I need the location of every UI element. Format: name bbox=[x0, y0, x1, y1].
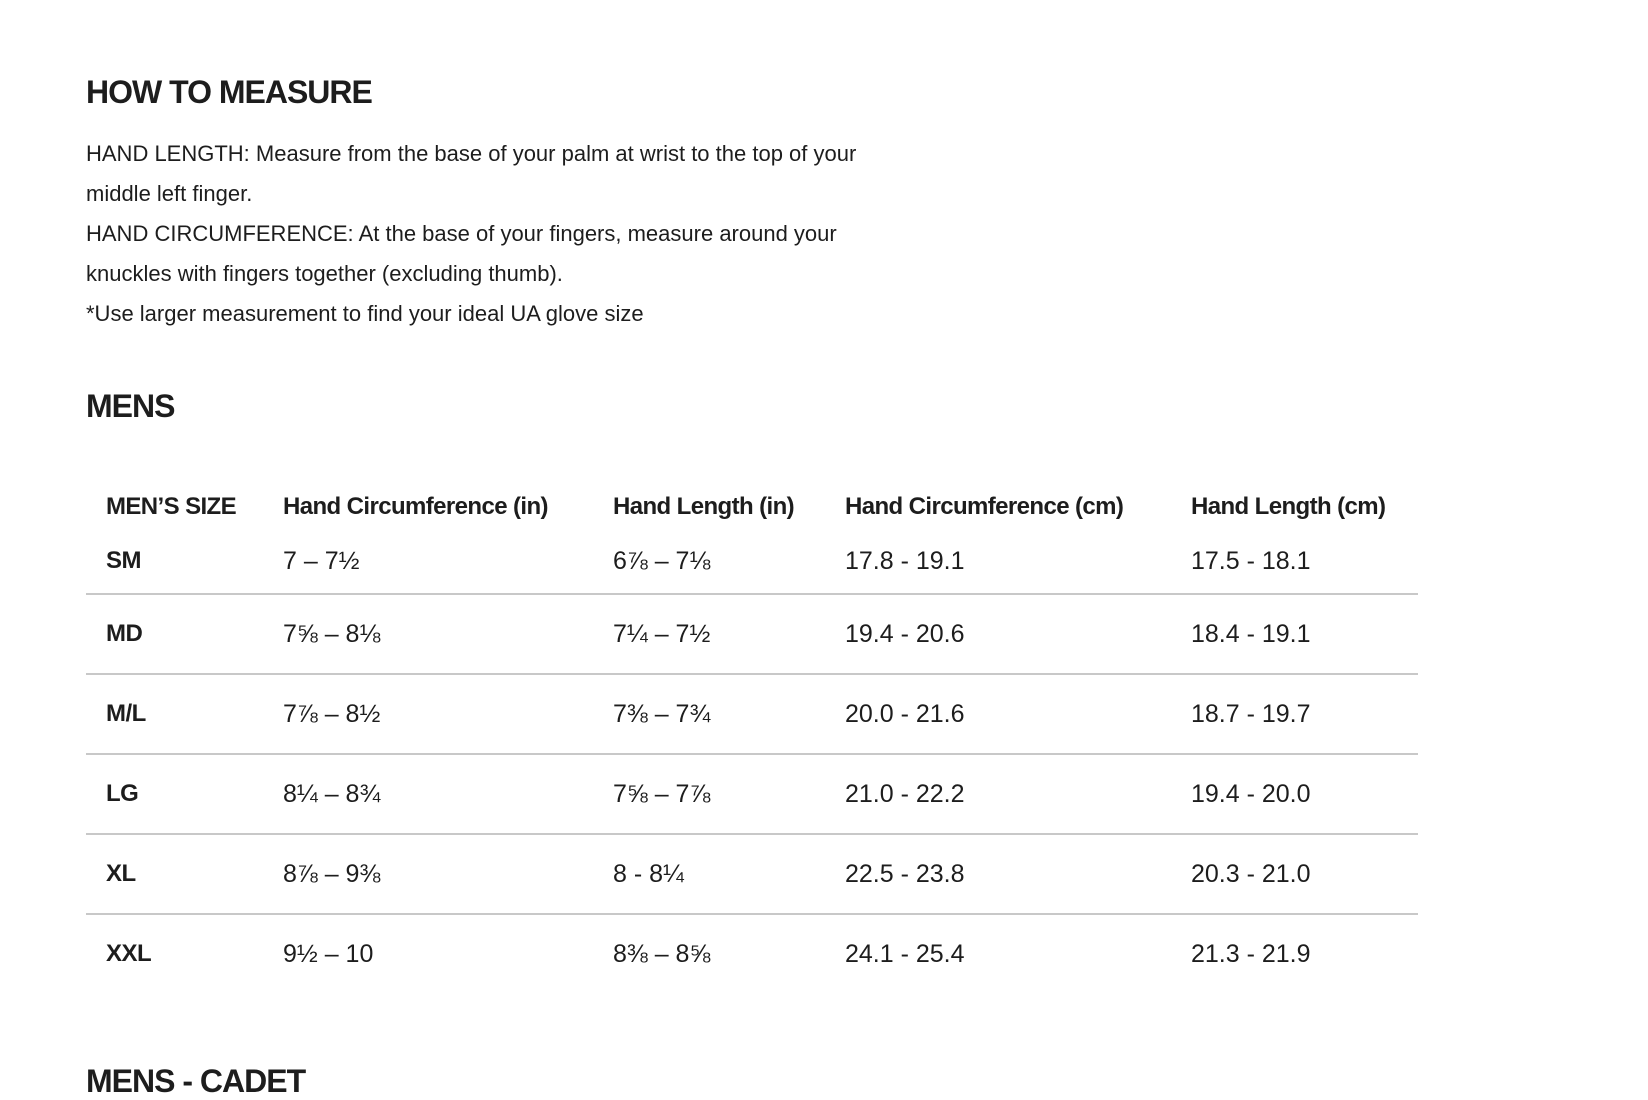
length-in-cell: 8 - 8¼ bbox=[613, 834, 845, 914]
length-in-cell: 7⅝ – 7⅞ bbox=[613, 754, 845, 834]
length-in-cell: 7⅜ – 7¾ bbox=[613, 674, 845, 754]
length-cm-cell: 21.3 - 21.9 bbox=[1191, 939, 1311, 968]
column-header-size: MEN’S SIZE bbox=[106, 493, 237, 520]
hand-circumference-instruction: HAND CIRCUMFERENCE: At the base of your fingers, measure around your knuckles with fingers together (excluding thumb). bbox=[86, 221, 837, 286]
circumference-in-cell: 8¼ – 8¾ bbox=[283, 754, 613, 834]
length-in-cell: 6⅞ – 7⅛ bbox=[613, 529, 845, 594]
circumference-in-cell: 7⅞ – 8½ bbox=[283, 674, 613, 754]
mens-size-table bbox=[86, 485, 1418, 993]
length-cm-cell: 18.4 - 19.1 bbox=[1191, 594, 1418, 674]
circumference-in-cell: 8⅞ – 9⅜ bbox=[283, 834, 613, 914]
glove-size-note: *Use larger measurement to find your ideal UA glove size bbox=[86, 301, 644, 326]
table-row bbox=[86, 834, 1418, 914]
circumference-cm-cell: 22.5 - 23.8 bbox=[845, 834, 1191, 914]
table-row bbox=[86, 529, 1418, 594]
table-row bbox=[86, 674, 1418, 754]
measure-instructions bbox=[86, 134, 866, 334]
circumference-in-cell: 9½ – 10 bbox=[283, 939, 374, 968]
hand-length-instruction: HAND LENGTH: Measure from the base of your palm at wrist to the top of your middle left finger. bbox=[86, 141, 857, 206]
size-cell: M/L bbox=[86, 674, 283, 754]
length-cm-cell: 19.4 - 20.0 bbox=[1191, 754, 1418, 834]
table-header-row bbox=[86, 485, 1418, 529]
table-row bbox=[86, 754, 1418, 834]
length-cm-cell: 17.5 - 18.1 bbox=[1191, 529, 1418, 594]
size-cell: SM bbox=[86, 529, 283, 594]
circumference-cm-cell: 24.1 - 25.4 bbox=[845, 939, 965, 968]
how-to-measure-title: HOW TO MEASURE bbox=[86, 74, 372, 110]
circumference-in-cell: 7⅝ – 8⅛ bbox=[283, 594, 613, 674]
circumference-cm-cell: 21.0 - 22.2 bbox=[845, 754, 1191, 834]
circumference-cm-cell: 19.4 - 20.6 bbox=[845, 594, 1191, 674]
circumference-cm-cell: 20.0 - 21.6 bbox=[845, 674, 1191, 754]
circumference-in-cell: 7 – 7½ bbox=[283, 529, 613, 594]
size-cell: XXL bbox=[106, 940, 152, 967]
table-row bbox=[86, 594, 1418, 674]
length-cm-cell: 18.7 - 19.7 bbox=[1191, 674, 1418, 754]
length-in-cell: 8⅜ – 8⅝ bbox=[613, 939, 711, 968]
size-cell: LG bbox=[86, 754, 283, 834]
mens-cadet-section-title: MENS - CADET bbox=[86, 1063, 306, 1099]
length-in-cell: 7¼ – 7½ bbox=[613, 594, 845, 674]
mens-section-title: MENS bbox=[86, 388, 175, 424]
column-header-circumference-cm: Hand Circumference (cm) bbox=[845, 493, 1124, 520]
column-header-length-cm: Hand Length (cm) bbox=[1191, 493, 1386, 520]
circumference-cm-cell: 17.8 - 19.1 bbox=[845, 529, 1191, 594]
size-cell: MD bbox=[86, 594, 283, 674]
column-header-circumference-in: Hand Circumference (in) bbox=[283, 493, 548, 520]
table-row bbox=[86, 914, 1418, 993]
size-cell: XL bbox=[86, 834, 283, 914]
column-header-length-in: Hand Length (in) bbox=[613, 493, 795, 520]
length-cm-cell: 20.3 - 21.0 bbox=[1191, 834, 1418, 914]
